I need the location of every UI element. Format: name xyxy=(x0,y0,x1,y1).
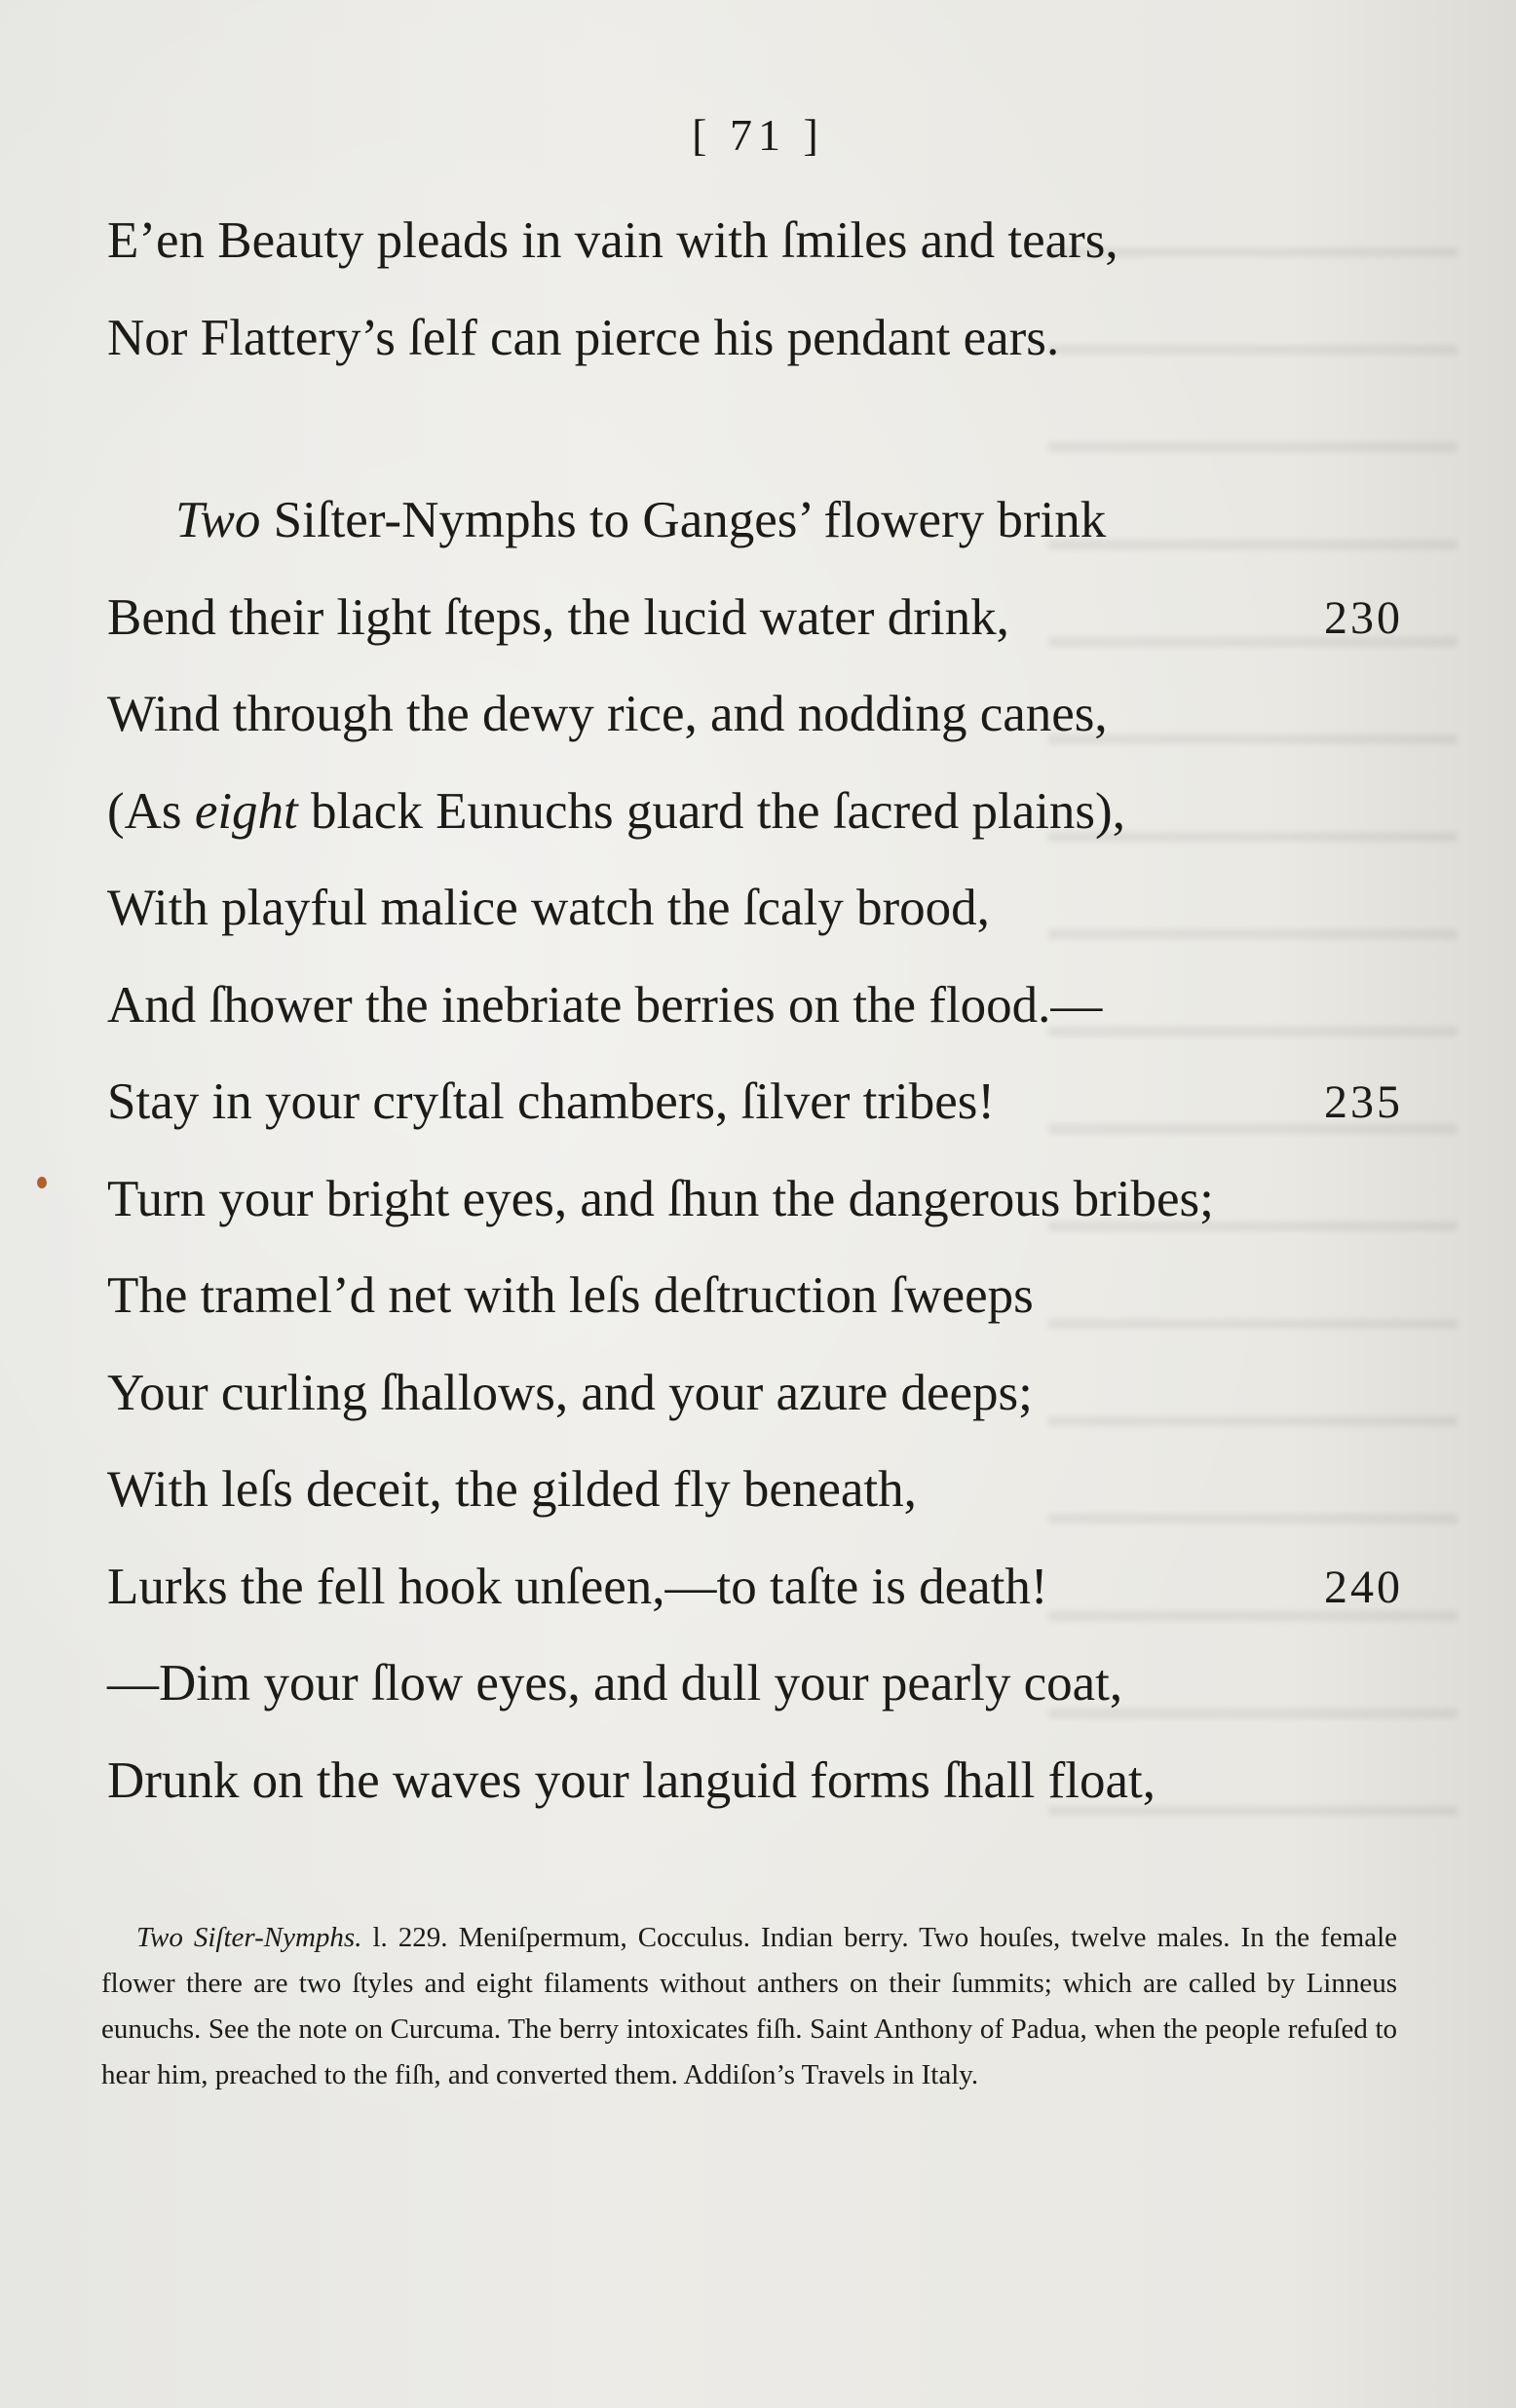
line-text: Your curling ſhallows, and your azure deeps; xyxy=(107,1364,1033,1421)
poem-line xyxy=(107,860,1403,958)
poem-line xyxy=(107,570,1403,667)
poem-line xyxy=(107,1539,1403,1637)
poem-line xyxy=(107,1345,1403,1443)
footnote xyxy=(101,1915,1397,2098)
poem-line xyxy=(107,1733,1403,1830)
line-text: With playful malice watch the ſcaly brood, xyxy=(107,880,990,936)
line-number: 240 xyxy=(1324,1561,1403,1613)
line-text: Wind through the dewy rice, and nodding canes, xyxy=(107,686,1108,742)
footnote-text: l. 229. Meniſpermum, Cocculus. Indian berry. Two houſes, twelve males. In the female flower there are two ſtyles and eight filaments without anthers on their ſummits; which are called by Linneus eunuchs. See the note on Curcuma. The berry intoxicates fiſh. Saint Anthony of Padua, when the people refuſed to hear him, preached to the fiſh, and converted them. Addiſon’s Travels in Italy. xyxy=(101,1922,1398,2090)
line-text: Siſter-Nymphs to Ganges’ flowery brink xyxy=(260,492,1107,548)
poem-line xyxy=(107,1151,1403,1249)
line-text: With leſs deceit, the gilded fly beneath, xyxy=(107,1461,917,1518)
line-text: E’en Beauty pleads in vain with ſmiles and tears, xyxy=(107,212,1118,269)
line-number: 230 xyxy=(1324,591,1403,644)
poem-line xyxy=(107,666,1403,764)
line-text: Turn your bright eyes, and ſhun the dangerous bribes; xyxy=(107,1170,1214,1227)
poem-line xyxy=(107,1248,1403,1345)
line-text: Drunk on the waves your languid forms ſhall float, xyxy=(107,1751,1156,1809)
line-text: Bend their light ſteps, the lucid water drink, xyxy=(107,588,1009,646)
line-text: Nor Flattery’s ſelf can pierce his pendant ears. xyxy=(107,309,1060,366)
line-text-start: (As xyxy=(107,782,195,840)
line-italic-word: eight xyxy=(194,782,298,840)
poem-line xyxy=(107,472,1403,570)
poem-text xyxy=(107,193,1403,1829)
line-text: The tramel’d net with leſs deſtruction ſweeps xyxy=(107,1267,1034,1324)
line-italic-word: Two xyxy=(175,492,261,548)
line-text: Lurks the fell hook unſeen,—to taſte is death! xyxy=(107,1558,1048,1615)
page-number: [ 71 ] xyxy=(692,110,824,160)
footnote-reference: Two Siſter-Nymphs. xyxy=(136,1922,362,1953)
line-text: black Eunuchs guard the ſacred plains), xyxy=(297,782,1125,840)
poem-line xyxy=(107,290,1403,388)
poem-line xyxy=(107,1054,1403,1151)
line-text: And ſhower the inebriate berries on the flood.— xyxy=(107,976,1103,1034)
poem-line xyxy=(107,1636,1403,1733)
poem-line xyxy=(107,764,1403,861)
poem-line xyxy=(107,958,1403,1055)
poem-line xyxy=(107,193,1403,290)
poem-line xyxy=(107,1442,1403,1539)
ink-spot xyxy=(37,1177,47,1188)
line-text: Stay in your cryſtal chambers, ſilver tribes! xyxy=(107,1073,996,1130)
line-number: 235 xyxy=(1324,1076,1403,1128)
line-text: —Dim your ſlow eyes, and dull your pearly coat, xyxy=(107,1655,1123,1712)
